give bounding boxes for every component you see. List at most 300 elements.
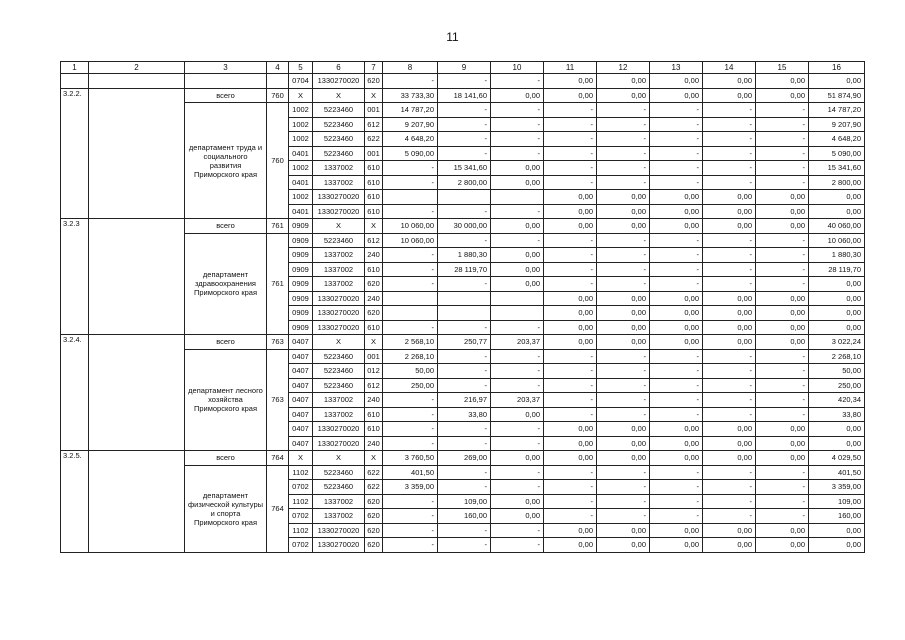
table-cell: - <box>438 320 491 335</box>
table-cell: - <box>756 393 809 408</box>
table-cell: 1002 <box>289 132 313 147</box>
table-row-total <box>61 219 865 234</box>
table-cell: - <box>650 378 703 393</box>
table-cell: 1337002 <box>313 407 365 422</box>
table-cell: 15 341,60 <box>809 161 865 176</box>
table-cell: 0,00 <box>756 335 809 350</box>
table-cell: - <box>703 161 756 176</box>
table-cell: 0,00 <box>544 190 597 205</box>
table-cell: - <box>438 103 491 118</box>
table-cell <box>438 306 491 321</box>
program-cell <box>89 451 185 553</box>
table-cell: 2 800,00 <box>809 175 865 190</box>
table-cell: - <box>703 175 756 190</box>
table-cell: 160,00 <box>438 509 491 524</box>
table-cell: - <box>544 509 597 524</box>
table-cell: 203,37 <box>491 335 544 350</box>
table-cell: 0,00 <box>491 262 544 277</box>
table-cell: 5223460 <box>313 378 365 393</box>
department-code: 764 <box>267 465 289 552</box>
table-cell: - <box>383 320 438 335</box>
table-cell: - <box>756 494 809 509</box>
table-cell: - <box>438 378 491 393</box>
table-cell: 250,00 <box>383 378 438 393</box>
table-cell: 5223460 <box>313 233 365 248</box>
table-cell: 33 733,30 <box>383 88 438 103</box>
table-cell: - <box>650 480 703 495</box>
total-code: 764 <box>267 451 289 466</box>
table-cell <box>267 74 289 89</box>
table-cell: 0,00 <box>809 422 865 437</box>
table-cell: 5223460 <box>313 349 365 364</box>
table-cell: - <box>650 132 703 147</box>
table-cell: 28 119,70 <box>438 262 491 277</box>
table-cell: 0909 <box>289 277 313 292</box>
table-cell: X <box>313 335 365 350</box>
table-cell: - <box>544 393 597 408</box>
table-cell: - <box>383 74 438 89</box>
table-cell: 5223460 <box>313 103 365 118</box>
table-cell: 0,00 <box>756 291 809 306</box>
table-cell: 269,00 <box>438 451 491 466</box>
table-cell: 1337002 <box>313 262 365 277</box>
table-cell: 10 060,00 <box>383 219 438 234</box>
table-cell: 0702 <box>289 538 313 553</box>
table-cell: 401,50 <box>809 465 865 480</box>
table-cell: 612 <box>365 233 383 248</box>
table-header-row <box>61 62 865 74</box>
table-cell: 0,00 <box>809 320 865 335</box>
table-cell: 0,00 <box>597 320 650 335</box>
table-cell: 0,00 <box>491 219 544 234</box>
table-cell: - <box>383 422 438 437</box>
table-cell: - <box>438 74 491 89</box>
table-cell: 0,00 <box>597 88 650 103</box>
table-row-total <box>61 335 865 350</box>
table-cell: 5223460 <box>313 132 365 147</box>
table-cell: 0909 <box>289 306 313 321</box>
table-cell: 620 <box>365 277 383 292</box>
table-cell: 240 <box>365 393 383 408</box>
table-cell: 622 <box>365 465 383 480</box>
table-cell: - <box>544 494 597 509</box>
table-cell: 0,00 <box>650 422 703 437</box>
table-cell: - <box>491 465 544 480</box>
table-cell: 0401 <box>289 146 313 161</box>
column-header: 14 <box>703 62 756 74</box>
table-cell: 0,00 <box>491 175 544 190</box>
table-cell: 0,00 <box>756 538 809 553</box>
table-cell: 620 <box>365 509 383 524</box>
table-cell: - <box>650 248 703 263</box>
column-header: 15 <box>756 62 809 74</box>
table-cell: - <box>383 393 438 408</box>
table-cell: 0,00 <box>703 219 756 234</box>
table-cell: 610 <box>365 161 383 176</box>
table-cell: 1330270020 <box>313 190 365 205</box>
table-cell: 0,00 <box>491 277 544 292</box>
column-header: 3 <box>185 62 267 74</box>
table-cell: - <box>597 378 650 393</box>
table-cell: - <box>756 146 809 161</box>
table-cell: - <box>491 349 544 364</box>
table-cell: - <box>438 277 491 292</box>
table-cell: 30 000,00 <box>438 219 491 234</box>
table-cell: 610 <box>365 320 383 335</box>
table-cell: - <box>383 161 438 176</box>
table-cell: 1 880,30 <box>809 248 865 263</box>
table-cell: - <box>597 509 650 524</box>
table-cell: 0,00 <box>809 306 865 321</box>
table-cell: - <box>544 480 597 495</box>
table-cell: 1330270020 <box>313 204 365 219</box>
table-body <box>61 62 865 553</box>
table-cell: - <box>544 349 597 364</box>
table-cell: 1337002 <box>313 509 365 524</box>
table-cell: 0909 <box>289 320 313 335</box>
table-cell: 0,00 <box>491 248 544 263</box>
table-cell: - <box>703 407 756 422</box>
table-cell: - <box>756 132 809 147</box>
table-cell: 1337002 <box>313 175 365 190</box>
table-cell: 610 <box>365 422 383 437</box>
table-cell: - <box>650 262 703 277</box>
table-cell: - <box>703 349 756 364</box>
table-cell <box>383 190 438 205</box>
table-cell: 0,00 <box>756 204 809 219</box>
table-cell: 240 <box>365 291 383 306</box>
table-cell: 0702 <box>289 480 313 495</box>
table-cell: - <box>650 407 703 422</box>
department-name: департамент лесного хозяйства Приморского края <box>185 349 267 451</box>
table-cell: 0,00 <box>650 306 703 321</box>
table-cell: 203,37 <box>491 393 544 408</box>
table-cell: - <box>383 277 438 292</box>
table-cell: - <box>597 407 650 422</box>
table-cell: - <box>383 509 438 524</box>
table-cell <box>89 74 185 89</box>
table-cell: 0,00 <box>544 538 597 553</box>
table-cell: 40 060,00 <box>809 219 865 234</box>
table-cell: 0,00 <box>703 88 756 103</box>
table-cell: 0,00 <box>544 74 597 89</box>
table-cell: 3 022,24 <box>809 335 865 350</box>
table-cell: - <box>650 277 703 292</box>
table-cell: - <box>383 523 438 538</box>
table-cell: - <box>438 480 491 495</box>
table-cell: - <box>650 465 703 480</box>
column-header: 7 <box>365 62 383 74</box>
table-cell: - <box>597 494 650 509</box>
table-cell: 0,00 <box>597 422 650 437</box>
department-name: департамент труда и социального развития Приморского края <box>185 103 267 219</box>
table-cell: 0,00 <box>491 451 544 466</box>
table-cell: 0,00 <box>756 74 809 89</box>
table-cell: 4 648,20 <box>809 132 865 147</box>
table-cell: 0,00 <box>756 219 809 234</box>
table-cell: - <box>383 436 438 451</box>
table-cell: 0,00 <box>491 407 544 422</box>
table-cell: - <box>756 161 809 176</box>
program-cell <box>89 219 185 335</box>
table-cell: - <box>438 436 491 451</box>
column-header: 1 <box>61 62 89 74</box>
column-header: 12 <box>597 62 650 74</box>
table-cell: - <box>650 146 703 161</box>
table-cell: - <box>544 117 597 132</box>
table-cell: X <box>313 219 365 234</box>
table-cell: 5223460 <box>313 480 365 495</box>
table-cell: 001 <box>365 146 383 161</box>
table-cell: - <box>597 248 650 263</box>
table-cell: - <box>491 364 544 379</box>
table-cell: 14 787,20 <box>383 103 438 118</box>
table-cell: - <box>756 480 809 495</box>
table-cell: - <box>544 465 597 480</box>
table-cell: X <box>365 451 383 466</box>
table-cell: - <box>383 248 438 263</box>
item-index: 3.2.2. <box>61 88 89 219</box>
department-name: департамент здравоохранения Приморского края <box>185 233 267 335</box>
table-cell: - <box>383 262 438 277</box>
table-cell: - <box>491 233 544 248</box>
table-cell: 0,00 <box>756 320 809 335</box>
table-cell: - <box>650 175 703 190</box>
table-cell: 620 <box>365 538 383 553</box>
table-cell: 0,00 <box>650 451 703 466</box>
table-cell: 0407 <box>289 349 313 364</box>
table-cell: 28 119,70 <box>809 262 865 277</box>
table-cell: - <box>756 277 809 292</box>
table-cell: - <box>597 175 650 190</box>
table-cell: 620 <box>365 74 383 89</box>
table-cell: - <box>597 349 650 364</box>
table-cell: 610 <box>365 204 383 219</box>
table-cell: 1330270020 <box>313 523 365 538</box>
table-cell: 3 760,50 <box>383 451 438 466</box>
table-cell <box>383 306 438 321</box>
table-cell: 0,00 <box>650 204 703 219</box>
table-cell: - <box>544 132 597 147</box>
table-cell: - <box>756 364 809 379</box>
table-cell: - <box>703 480 756 495</box>
table-cell: - <box>544 378 597 393</box>
table-cell: 0401 <box>289 204 313 219</box>
table-cell: 1330270020 <box>313 306 365 321</box>
table-cell: 0,00 <box>703 190 756 205</box>
table-cell: - <box>756 407 809 422</box>
table-cell: 0909 <box>289 248 313 263</box>
table-cell: - <box>756 465 809 480</box>
table-cell: 0407 <box>289 378 313 393</box>
table-cell: 0,00 <box>597 219 650 234</box>
table-cell: - <box>756 248 809 263</box>
table-cell: 0,00 <box>597 190 650 205</box>
table-cell: 1337002 <box>313 161 365 176</box>
table-cell: - <box>491 117 544 132</box>
table-cell: 0407 <box>289 407 313 422</box>
table-cell: - <box>438 233 491 248</box>
table-cell: 0,00 <box>544 88 597 103</box>
table-cell: X <box>289 451 313 466</box>
table-cell: - <box>703 364 756 379</box>
table-row <box>61 74 865 89</box>
column-header: 10 <box>491 62 544 74</box>
table-cell: 5 090,00 <box>809 146 865 161</box>
table-cell: 012 <box>365 364 383 379</box>
program-cell <box>89 88 185 219</box>
item-index: 3.2.5. <box>61 451 89 553</box>
table-cell: - <box>383 407 438 422</box>
item-index: 3.2.3 <box>61 219 89 335</box>
table-cell: - <box>650 161 703 176</box>
table-cell: - <box>650 103 703 118</box>
table-cell: 15 341,60 <box>438 161 491 176</box>
table-cell: 0,00 <box>544 335 597 350</box>
table-cell: 0,00 <box>597 523 650 538</box>
table-cell <box>438 291 491 306</box>
table-cell: - <box>491 320 544 335</box>
table-cell: 9 207,90 <box>809 117 865 132</box>
table-cell: - <box>438 364 491 379</box>
table-cell: 610 <box>365 175 383 190</box>
table-cell: 0407 <box>289 393 313 408</box>
table-cell: 0,00 <box>703 320 756 335</box>
table-cell: 0,00 <box>544 451 597 466</box>
table-cell: - <box>703 393 756 408</box>
table-cell: 420,34 <box>809 393 865 408</box>
table-cell: 14 787,20 <box>809 103 865 118</box>
table-cell: 0909 <box>289 233 313 248</box>
table-cell: 0,00 <box>650 219 703 234</box>
table-cell: 4 648,20 <box>383 132 438 147</box>
table-cell: 0,00 <box>703 291 756 306</box>
table-cell: 0,00 <box>703 74 756 89</box>
table-cell: 0407 <box>289 335 313 350</box>
table-cell: 0,00 <box>809 190 865 205</box>
total-label: всего <box>185 88 267 103</box>
table-cell: 0,00 <box>756 523 809 538</box>
table-cell: 10 060,00 <box>383 233 438 248</box>
table-cell: 2 268,10 <box>809 349 865 364</box>
table-cell: - <box>438 117 491 132</box>
column-header: 5 <box>289 62 313 74</box>
table-cell: 33,80 <box>438 407 491 422</box>
table-cell: 1330270020 <box>313 436 365 451</box>
table-cell: 0,00 <box>703 422 756 437</box>
table-cell: - <box>544 103 597 118</box>
table-cell: - <box>703 378 756 393</box>
table-cell: - <box>703 277 756 292</box>
table-row-total <box>61 88 865 103</box>
table-cell: 0,00 <box>703 335 756 350</box>
table-cell: - <box>650 393 703 408</box>
department-name: департамент физической культуры и спорта Приморского края <box>185 465 267 552</box>
table-cell: X <box>365 88 383 103</box>
department-code: 760 <box>267 103 289 219</box>
table-cell: 5 090,00 <box>383 146 438 161</box>
table-cell: - <box>544 161 597 176</box>
table-cell: 0,00 <box>544 306 597 321</box>
table-cell: 33,80 <box>809 407 865 422</box>
table-cell: - <box>544 233 597 248</box>
table-cell: - <box>491 103 544 118</box>
table-cell: 0,00 <box>650 88 703 103</box>
column-header: 13 <box>650 62 703 74</box>
table-cell: - <box>597 480 650 495</box>
table-cell: - <box>597 132 650 147</box>
table-cell <box>61 74 89 89</box>
table-cell: 18 141,60 <box>438 88 491 103</box>
table-cell: 0,00 <box>597 291 650 306</box>
table-cell: 0,00 <box>544 320 597 335</box>
table-cell: - <box>491 480 544 495</box>
table-cell: 1102 <box>289 494 313 509</box>
table-cell: - <box>544 146 597 161</box>
table-cell: - <box>383 538 438 553</box>
table-cell: - <box>597 161 650 176</box>
table-cell: 0,00 <box>756 306 809 321</box>
table-cell: 0,00 <box>650 190 703 205</box>
column-header: 11 <box>544 62 597 74</box>
table-cell: 1002 <box>289 103 313 118</box>
table-cell: 250,77 <box>438 335 491 350</box>
table-cell: - <box>438 349 491 364</box>
table-cell: - <box>597 233 650 248</box>
table-cell: - <box>491 146 544 161</box>
table-cell: 0,00 <box>756 436 809 451</box>
table-cell: 0,00 <box>650 538 703 553</box>
table-cell: - <box>756 509 809 524</box>
table-cell: - <box>650 509 703 524</box>
table-cell: 0,00 <box>703 451 756 466</box>
table-cell: 1330270020 <box>313 320 365 335</box>
table-cell <box>185 74 267 89</box>
total-code: 763 <box>267 335 289 350</box>
table-cell: - <box>756 175 809 190</box>
table-cell <box>491 291 544 306</box>
table-cell: 2 268,10 <box>383 349 438 364</box>
total-code: 761 <box>267 219 289 234</box>
table-cell: 620 <box>365 523 383 538</box>
table-cell: 610 <box>365 262 383 277</box>
table-cell: - <box>544 407 597 422</box>
program-cell <box>89 335 185 451</box>
table-cell: X <box>289 88 313 103</box>
table-cell: 622 <box>365 132 383 147</box>
table-cell: 001 <box>365 103 383 118</box>
table-cell: 1 880,30 <box>438 248 491 263</box>
table-cell: 0407 <box>289 436 313 451</box>
table-cell: - <box>756 233 809 248</box>
budget-table <box>60 61 865 553</box>
table-cell: X <box>313 88 365 103</box>
table-cell <box>438 190 491 205</box>
table-cell: 0407 <box>289 364 313 379</box>
table-cell: - <box>597 146 650 161</box>
table-cell: 1330270020 <box>313 74 365 89</box>
table-cell: 0,00 <box>703 436 756 451</box>
table-cell: - <box>650 494 703 509</box>
table-cell: 0,00 <box>491 494 544 509</box>
table-cell: - <box>544 277 597 292</box>
table-cell: 1002 <box>289 190 313 205</box>
column-header: 16 <box>809 62 865 74</box>
table-cell: 5223460 <box>313 146 365 161</box>
table-cell: - <box>544 262 597 277</box>
table-cell: - <box>597 364 650 379</box>
page-number: 11 <box>446 30 459 44</box>
